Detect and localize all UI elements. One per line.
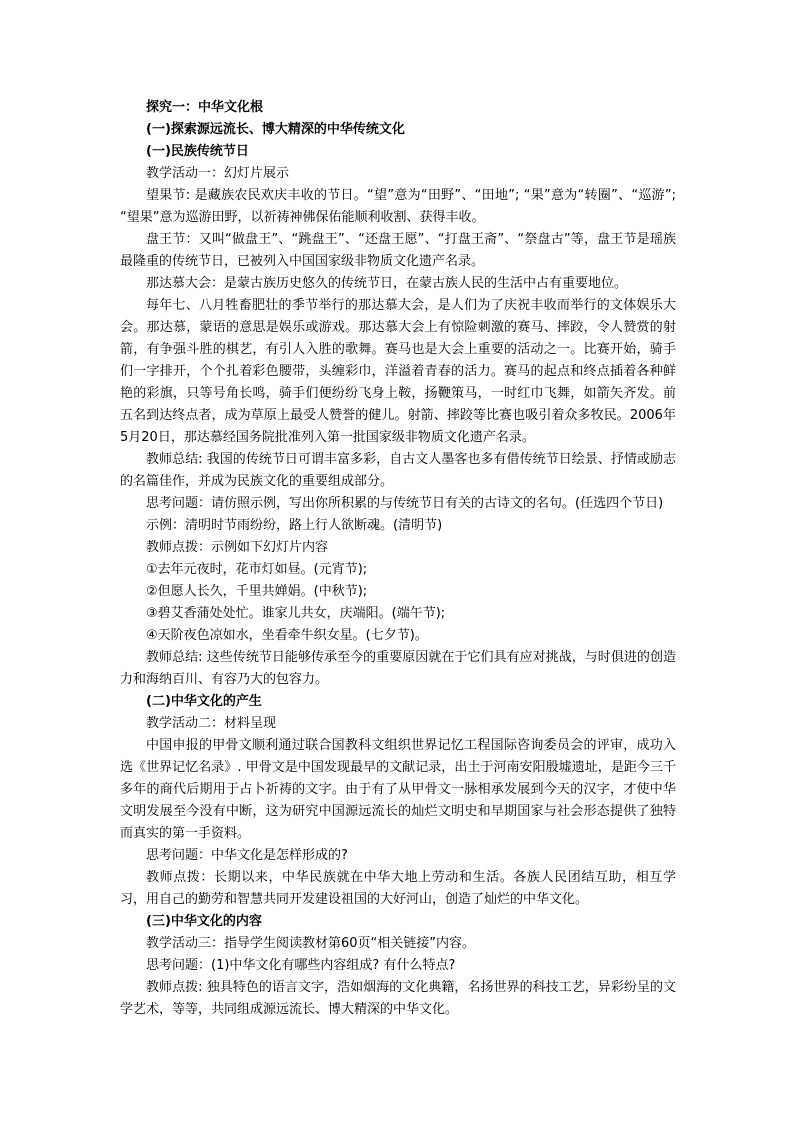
paragraph	[120, 185, 676, 229]
paragraph-label: 教师点拨	[146, 870, 201, 885]
paragraph	[120, 647, 676, 691]
paragraph-text: (一)探索源远流长、博大精深的中华传统文化	[146, 122, 405, 137]
paragraph	[120, 735, 676, 845]
paragraph-text: (一)民族传统节日	[146, 144, 249, 159]
paragraph-text: ③碧艾香蒲处处忙。谁家儿共女，庆端阳。(端午节);	[146, 606, 446, 621]
paragraph-label: 教学活动二	[146, 716, 212, 731]
paragraph-text: ④天阶夜色凉如水，坐看牵牛织女星。(七夕节)。	[146, 628, 428, 643]
paragraph	[120, 559, 676, 581]
paragraph	[120, 977, 676, 1021]
paragraph-text: 那达慕大会：是蒙古族历史悠久的传统节日，在蒙古族人民的生活中占有重要地位。	[146, 276, 628, 291]
paragraph	[120, 691, 676, 713]
paragraph	[120, 295, 676, 449]
paragraph-text: 盘王节：又叫“做盘王”、“跳盘王”、“还盘王愿”、“打盘王斋”、“祭盘古”等，盘王节是瑶族最隆重的传统节日，已被列入中国国家级非物质文化遗产名录。	[120, 232, 676, 269]
paragraph-text: 示例：清明时节雨纷纷，路上行人欲断魂。(清明节)	[146, 518, 443, 533]
paragraph-text: : 独具特色的语言文字，浩如烟海的文化典籍，名扬世界的科技工艺，异彩纷呈的文学艺术，等等，共同组成源远流长、博大精深的中华文化。	[120, 980, 676, 1017]
paragraph-text: 中华文化根	[198, 100, 264, 115]
paragraph-text: ：中华文化是怎样形成的?	[198, 848, 348, 863]
paragraph-text: ：指导学生阅读教材第60页“相关链接”内容。	[211, 936, 476, 951]
paragraph	[120, 581, 676, 603]
paragraph-label: 教学活动三	[146, 936, 212, 951]
paragraph-text: 望果节: 是藏族农民欢庆丰收的节日。“望”意为“田野”、“田地”; “果”意为“转圈”、“巡游”; “望果”意为巡游田野，以祈祷神佛保佑能顺利收割、获得丰收。	[120, 188, 676, 225]
paragraph	[120, 955, 676, 977]
paragraph-text: ②但愿人长久，千里共婵娟。(中秋节);	[146, 584, 368, 599]
paragraph	[120, 867, 676, 911]
paragraph-text: : 这些传统节日能够传承至今的重要原因就在于它们具有应对挑战，与时俱进的创造力和海纳百川、有容乃大的包容力。	[120, 650, 676, 687]
paragraph	[120, 933, 676, 955]
paragraph	[120, 911, 676, 933]
paragraph	[120, 845, 676, 867]
paragraph-text: ：材料呈现	[211, 716, 277, 731]
paragraph	[120, 493, 676, 515]
paragraph-text: ：示例如下幻灯片内容	[198, 540, 329, 555]
paragraph-text: ①去年元夜时，花市灯如昼。(元宵节);	[146, 562, 368, 577]
paragraph-label: 教师总结	[146, 452, 199, 467]
paragraph	[120, 119, 676, 141]
paragraph	[120, 515, 676, 537]
paragraph-text: ：长期以来，中华民族就在中华大地上劳动和生活。各族人民团结互助，相互学习，用自己的勤劳和智慧共同开发建设祖国的大好河山，创造了灿烂的中华文化。	[120, 870, 676, 907]
paragraph	[120, 229, 676, 273]
paragraph	[120, 97, 676, 119]
paragraph-label: 探究一：	[146, 100, 199, 115]
paragraph-label: 教师点拨	[146, 540, 199, 555]
paragraph	[120, 713, 676, 735]
document-body	[120, 97, 676, 1021]
paragraph	[120, 537, 676, 559]
paragraph-text: 中国申报的甲骨文顺利通过联合国教科文组织世界记忆工程国际咨询委员会的评审，成功入选《世界记忆名录》. 甲骨文是中国发现最早的文献记录，出土于河南安阳殷墟遗址，是距今三千多年的商代后期用于占卜祈祷的文字。由于有了从甲骨文一脉相承发展到今天的汉字，才使中华文明发展至今没有中断，这为研究中国源远流长的灿烂文明史和早期国家与社会形态提供了独特而真实的第一手资料。	[120, 738, 676, 841]
paragraph-text: 幻灯片展示	[224, 166, 290, 181]
paragraph-text: (二)中华文化的产生	[146, 694, 262, 709]
paragraph	[120, 163, 676, 185]
paragraph	[120, 603, 676, 625]
paragraph-label: 思考问题	[146, 848, 199, 863]
paragraph-label: 教师点拨	[146, 980, 199, 995]
paragraph-label: 思考问题	[146, 958, 199, 973]
paragraph-text: ：请仿照示例，写出你所积累的与传统节日有关的古诗文的名句。(任选四个节日)	[198, 496, 664, 511]
paragraph-label: 思考问题	[146, 496, 199, 511]
paragraph	[120, 273, 676, 295]
paragraph-text: 每年七、八月牲畜肥壮的季节举行的那达慕大会，是人们为了庆祝丰收而举行的文体娱乐大会。那达慕，蒙语的意思是娱乐或游戏。那达慕大会上有惊险刺激的赛马、摔跤，令人赞赏的射箭，有争强斗胜的棋艺，有引人入胜的歌舞。赛马也是大会上重要的活动之一。比赛开始，骑手们一字排开，个个扎着彩色腰带，头缠彩巾，洋溢着青春的活力。赛马的起点和终点插着各种鲜艳的彩旗，只等号角长鸣，骑手们便纷纷飞身上鞍，扬鞭策马，一时红巾飞舞，如箭矢齐发。前五名到达终点者，成为草原上最受人赞誉的健儿。射箭、摔跤等比赛也吸引着众多牧民。2006年5月20日，那达慕经国务院批准列入第一批国家级非物质文化遗产名录。	[120, 298, 676, 445]
paragraph-text: (三)中华文化的内容	[146, 914, 262, 929]
paragraph	[120, 141, 676, 163]
paragraph-label: 教师总结	[146, 650, 199, 665]
paragraph	[120, 449, 676, 493]
paragraph-text: : 我国的传统节日可谓丰富多彩，自古文人墨客也多有借传统节日绘景、抒情或励志的名篇佳作，并成为民族文化的重要组成部分。	[120, 452, 676, 489]
paragraph-text: ：(1)中华文化有哪些内容组成? 有什么特点?	[198, 958, 456, 973]
paragraph	[120, 625, 676, 647]
paragraph-label: 教学活动一：	[146, 166, 225, 181]
